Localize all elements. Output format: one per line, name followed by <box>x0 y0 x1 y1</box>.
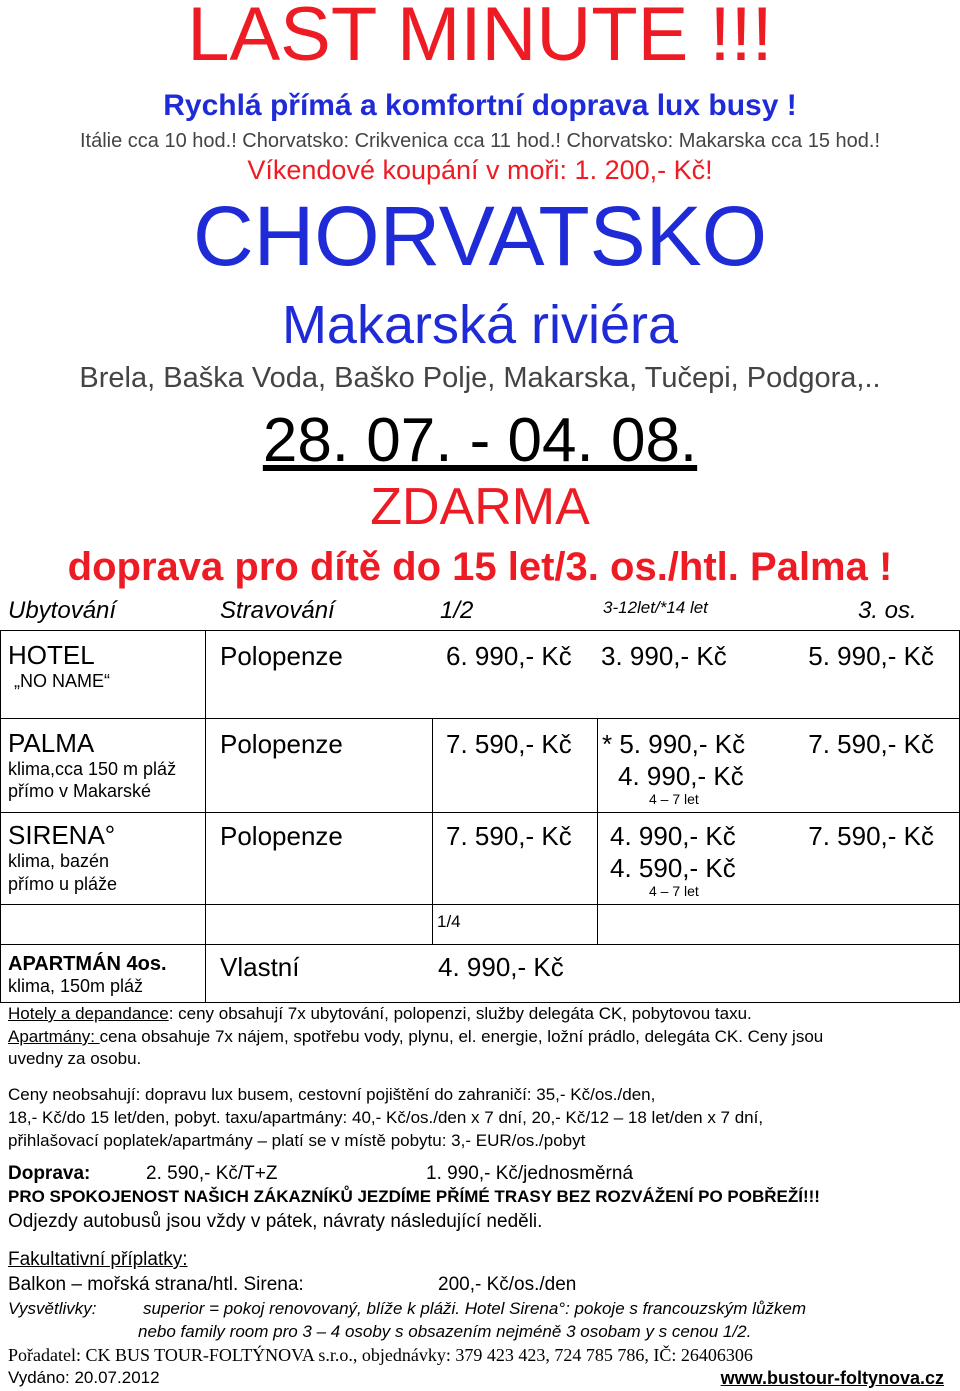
apartments-note-text: cena obsahuje 7x nájem, spotřebu vody, plynu, el. energie, ložní prádlo, delegáta CK. Ceny jsou <box>99 1027 824 1046</box>
hotel-name: SIRENA° <box>8 820 116 850</box>
header-price-half: 1/2 <box>440 597 474 624</box>
exclusions-line: přihlašovací poplatek/apartmány – platí se v místě pobytu: 3,- EUR/os./pobyt <box>8 1131 586 1150</box>
price-child: 3. 990,- Kč <box>601 641 727 671</box>
hotel-description: „NO NAME“ <box>14 671 110 691</box>
destination-country: CHORVATSKO <box>192 189 768 283</box>
free-child-transport: doprava pro dítě do 15 let/3. os./htl. Palma ! <box>67 545 893 589</box>
optional-fee-item: Balkon – mořská strana/htl. Sirena: <box>8 1274 304 1295</box>
transport-label: Doprava: <box>8 1163 91 1184</box>
hotels-note <box>8 1004 752 1024</box>
hotel-description: přímo v Makarské <box>8 781 152 801</box>
price-third: 7. 590,- Kč <box>808 729 934 759</box>
table-line <box>0 904 960 905</box>
transport-return-price: 2. 590,- Kč/T+Z <box>146 1163 278 1184</box>
price-third: 5. 990,- Kč <box>808 641 934 671</box>
hotel-name: HOTEL <box>8 640 95 670</box>
child-age-note: 4 – 7 let <box>649 791 699 807</box>
board-type: Polopenze <box>220 641 343 671</box>
exclusions-line: 18,- Kč/do 15 let/den, pobyt. taxu/apartmány: 40,- Kč/os./den x 7 dní, 20,- Kč/12 – 18 let/den x 7 dní, <box>8 1108 764 1127</box>
transport-oneway-price: 1. 990,- Kč/jednosměrná <box>426 1163 634 1184</box>
header-third-person: 3. os. <box>858 597 917 624</box>
direct-routes-note: PRO SPOKOJENOST NAŠICH ZÁKAZNÍKŮ JEZDÍME PŘÍMÉ TRASY BEZ ROZVÁŽENÍ PO POBŘEŽÍ!!! <box>8 1187 820 1206</box>
table-line <box>432 718 433 944</box>
hotels-note-text: : ceny obsahují 7x ubytování, polopenzi, služby delegáta CK, pobytovou taxu. <box>168 1004 752 1023</box>
legend-label: Vysvětlivky: <box>8 1299 97 1318</box>
organizer-info: Pořadatel: CK BUS TOUR-FOLTÝNOVA s.r.o., objednávky: 379 423 423, 724 785 786, IČ: 26406306 <box>8 1345 753 1365</box>
headline-last-minute: LAST MINUTE !!! <box>187 0 773 77</box>
table-line <box>0 1002 960 1003</box>
apartments-note-label: Apartmány: <box>8 1027 100 1046</box>
destination-region: Makarská riviéra <box>281 295 679 355</box>
legend-line: nebo family room pro 3 – 4 osoby s obsazením nejméně 3 osobam y s cenou 1/2. <box>138 1322 752 1341</box>
price-child: * 5. 990,- Kč <box>602 729 746 759</box>
header-child: 3-12let/*14 let <box>603 598 708 617</box>
website-link[interactable]: www.bustour-foltynova.cz <box>720 1368 944 1388</box>
exclusions-line: Ceny neobsahují: dopravu lux busem, cestovní pojištění do zahraničí: 35,- Kč/os./den, <box>8 1085 656 1104</box>
board-type: Polopenze <box>220 821 343 851</box>
header-board: Stravování <box>220 597 335 624</box>
board-type: Polopenze <box>220 729 343 759</box>
price-half: 6. 990,- Kč <box>446 641 572 671</box>
price-quarter: 4. 990,- Kč <box>438 952 564 982</box>
hotels-note-label: Hotely a depandance <box>8 1004 169 1023</box>
price-third: 7. 590,- Kč <box>808 821 934 851</box>
header-price-quarter: 1/4 <box>437 912 461 931</box>
legend-line: superior = pokoj renovovaný, blíže k pláži. Hotel Sirena°: pokoje s francouzským lůžkem <box>143 1299 807 1318</box>
table-line <box>205 630 206 1002</box>
optional-fees-label: Fakultativní příplatky: <box>8 1249 188 1270</box>
apartment-description: klima, 150m pláž <box>8 976 144 996</box>
board-type: Vlastní <box>220 952 300 982</box>
price-child-alt: 4. 990,- Kč <box>618 761 744 791</box>
weekend-offer: Víkendové koupání v moři: 1. 200,- Kč! <box>247 155 713 185</box>
header-accommodation: Ubytování <box>8 597 117 624</box>
issue-date: Vydáno: 20.07.2012 <box>8 1368 160 1387</box>
table-line <box>0 630 960 631</box>
subtitle-transport: Rychlá přímá a komfortní doprava lux busy ! <box>163 89 797 122</box>
free-label: ZDARMA <box>370 478 590 536</box>
table-line <box>0 630 1 1002</box>
table-line <box>0 812 960 813</box>
price-child-alt: 4. 590,- Kč <box>610 853 736 883</box>
price-child: 4. 990,- Kč <box>610 821 736 851</box>
price-half: 7. 590,- Kč <box>446 729 572 759</box>
departures-note: Odjezdy autobusů jsou vždy v pátek, návraty následující neděli. <box>8 1211 543 1232</box>
table-line <box>597 718 598 944</box>
hotel-description: přímo u pláže <box>8 874 118 894</box>
optional-fee-price: 200,- Kč/os./den <box>438 1274 577 1295</box>
hotel-name: PALMA <box>8 728 95 758</box>
child-age-note: 4 – 7 let <box>649 883 699 899</box>
apartment-name: APARTMÁN 4os. <box>8 953 167 975</box>
hotel-description: klima, bazén <box>8 851 110 871</box>
table-line <box>0 944 960 945</box>
hotel-description: klima,cca 150 m pláž <box>8 759 177 779</box>
travel-times: Itálie cca 10 hod.! Chorvatsko: Crikvenica cca 11 hod.! Chorvatsko: Makarska cca 15 hod.! <box>79 130 881 152</box>
apartments-note-cont: uvedny za osobu. <box>8 1049 142 1068</box>
table-line <box>0 718 960 719</box>
price-half: 7. 590,- Kč <box>446 821 572 851</box>
trip-dates: 28. 07. - 04. 08. <box>262 406 698 475</box>
apartments-note <box>8 1027 823 1047</box>
destination-places: Brela, Baška Voda, Baško Polje, Makarska, Tučepi, Podgora,.. <box>79 362 881 394</box>
